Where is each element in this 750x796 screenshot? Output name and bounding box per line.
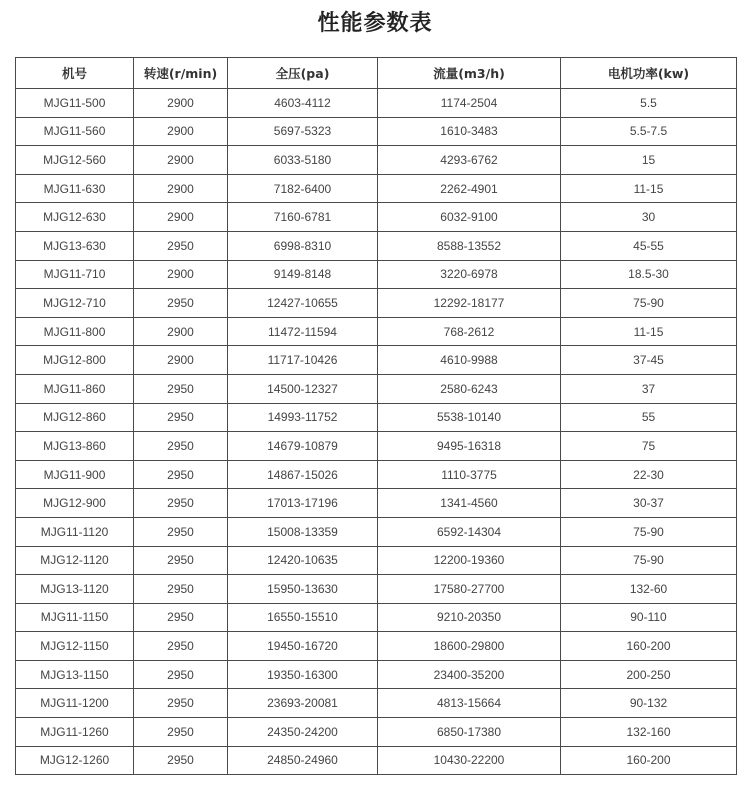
cell-model: MJG13-1120 xyxy=(16,575,134,604)
cell-speed: 2900 xyxy=(134,174,228,203)
cell-model: MJG12-1150 xyxy=(16,632,134,661)
cell-motor-power: 30 xyxy=(561,203,737,232)
cell-total-pressure: 9149-8148 xyxy=(228,260,378,289)
header-motor-power: 电机功率(kw) xyxy=(561,58,737,89)
cell-model: MJG12-900 xyxy=(16,489,134,518)
cell-model: MJG11-500 xyxy=(16,89,134,118)
cell-model: MJG12-1120 xyxy=(16,546,134,575)
cell-model: MJG11-800 xyxy=(16,317,134,346)
cell-motor-power: 5.5-7.5 xyxy=(561,117,737,146)
cell-motor-power: 30-37 xyxy=(561,489,737,518)
performance-parameters-table xyxy=(15,57,737,775)
table-row xyxy=(16,89,737,118)
page-title: 性能参数表 xyxy=(317,11,433,36)
cell-motor-power: 75-90 xyxy=(561,546,737,575)
cell-speed: 2900 xyxy=(134,117,228,146)
cell-flow-rate: 8588-13552 xyxy=(378,231,561,260)
cell-speed: 2900 xyxy=(134,203,228,232)
cell-total-pressure: 24850-24960 xyxy=(228,746,378,775)
cell-total-pressure: 19450-16720 xyxy=(228,632,378,661)
cell-total-pressure: 16550-15510 xyxy=(228,603,378,632)
header-model: 机号 xyxy=(16,58,134,89)
cell-flow-rate: 1341-4560 xyxy=(378,489,561,518)
cell-speed: 2950 xyxy=(134,460,228,489)
cell-model: MJG13-860 xyxy=(16,432,134,461)
table-row xyxy=(16,632,737,661)
table-row xyxy=(16,117,737,146)
cell-speed: 2950 xyxy=(134,575,228,604)
cell-motor-power: 55 xyxy=(561,403,737,432)
cell-total-pressure: 15008-13359 xyxy=(228,517,378,546)
cell-model: MJG11-1200 xyxy=(16,689,134,718)
cell-motor-power: 11-15 xyxy=(561,174,737,203)
cell-flow-rate: 4293-6762 xyxy=(378,146,561,175)
cell-flow-rate: 12200-19360 xyxy=(378,546,561,575)
cell-total-pressure: 6998-8310 xyxy=(228,231,378,260)
table-row xyxy=(16,689,737,718)
table-row xyxy=(16,460,737,489)
table-row xyxy=(16,546,737,575)
cell-motor-power: 75 xyxy=(561,432,737,461)
cell-speed: 2950 xyxy=(134,517,228,546)
table-row xyxy=(16,575,737,604)
cell-speed: 2950 xyxy=(134,632,228,661)
table-row xyxy=(16,603,737,632)
cell-model: MJG11-860 xyxy=(16,374,134,403)
cell-speed: 2900 xyxy=(134,346,228,375)
table-row xyxy=(16,746,737,775)
cell-total-pressure: 11717-10426 xyxy=(228,346,378,375)
cell-flow-rate: 1174-2504 xyxy=(378,89,561,118)
table-row xyxy=(16,517,737,546)
cell-model: MJG13-630 xyxy=(16,231,134,260)
cell-flow-rate: 5538-10140 xyxy=(378,403,561,432)
table-row xyxy=(16,174,737,203)
cell-total-pressure: 14500-12327 xyxy=(228,374,378,403)
cell-model: MJG12-560 xyxy=(16,146,134,175)
cell-flow-rate: 9210-20350 xyxy=(378,603,561,632)
cell-total-pressure: 19350-16300 xyxy=(228,660,378,689)
cell-flow-rate: 3220-6978 xyxy=(378,260,561,289)
cell-motor-power: 45-55 xyxy=(561,231,737,260)
cell-motor-power: 90-132 xyxy=(561,689,737,718)
table-body xyxy=(16,89,737,775)
cell-motor-power: 37-45 xyxy=(561,346,737,375)
cell-total-pressure: 14679-10879 xyxy=(228,432,378,461)
cell-motor-power: 160-200 xyxy=(561,746,737,775)
cell-flow-rate: 1610-3483 xyxy=(378,117,561,146)
cell-motor-power: 18.5-30 xyxy=(561,260,737,289)
cell-motor-power: 160-200 xyxy=(561,632,737,661)
cell-model: MJG11-1150 xyxy=(16,603,134,632)
cell-model: MJG13-1150 xyxy=(16,660,134,689)
cell-motor-power: 132-160 xyxy=(561,718,737,747)
cell-total-pressure: 4603-4112 xyxy=(228,89,378,118)
cell-model: MJG11-1120 xyxy=(16,517,134,546)
cell-motor-power: 75-90 xyxy=(561,517,737,546)
cell-total-pressure: 7182-6400 xyxy=(228,174,378,203)
cell-flow-rate: 12292-18177 xyxy=(378,289,561,318)
table-row xyxy=(16,660,737,689)
cell-speed: 2950 xyxy=(134,746,228,775)
cell-total-pressure: 12427-10655 xyxy=(228,289,378,318)
cell-flow-rate: 18600-29800 xyxy=(378,632,561,661)
cell-flow-rate: 768-2612 xyxy=(378,317,561,346)
cell-motor-power: 75-90 xyxy=(561,289,737,318)
cell-motor-power: 15 xyxy=(561,146,737,175)
cell-total-pressure: 14993-11752 xyxy=(228,403,378,432)
cell-speed: 2950 xyxy=(134,689,228,718)
cell-speed: 2950 xyxy=(134,660,228,689)
cell-total-pressure: 15950-13630 xyxy=(228,575,378,604)
cell-flow-rate: 6592-14304 xyxy=(378,517,561,546)
cell-speed: 2950 xyxy=(134,374,228,403)
cell-motor-power: 22-30 xyxy=(561,460,737,489)
cell-speed: 2950 xyxy=(134,231,228,260)
cell-motor-power: 37 xyxy=(561,374,737,403)
cell-motor-power: 200-250 xyxy=(561,660,737,689)
cell-total-pressure: 11472-11594 xyxy=(228,317,378,346)
table-row xyxy=(16,231,737,260)
cell-flow-rate: 9495-16318 xyxy=(378,432,561,461)
cell-speed: 2900 xyxy=(134,260,228,289)
cell-motor-power: 132-60 xyxy=(561,575,737,604)
cell-flow-rate: 1110-3775 xyxy=(378,460,561,489)
header-total-pressure: 全压(pa) xyxy=(228,58,378,89)
table-row xyxy=(16,203,737,232)
cell-model: MJG11-900 xyxy=(16,460,134,489)
cell-model: MJG12-860 xyxy=(16,403,134,432)
cell-motor-power: 5.5 xyxy=(561,89,737,118)
table-row xyxy=(16,289,737,318)
cell-model: MJG12-1260 xyxy=(16,746,134,775)
cell-speed: 2900 xyxy=(134,317,228,346)
cell-speed: 2950 xyxy=(134,546,228,575)
cell-model: MJG11-630 xyxy=(16,174,134,203)
table-row xyxy=(16,432,737,461)
table-row xyxy=(16,489,737,518)
cell-total-pressure: 24350-24200 xyxy=(228,718,378,747)
cell-total-pressure: 14867-15026 xyxy=(228,460,378,489)
cell-motor-power: 11-15 xyxy=(561,317,737,346)
cell-flow-rate: 2262-4901 xyxy=(378,174,561,203)
cell-model: MJG11-710 xyxy=(16,260,134,289)
table-row xyxy=(16,346,737,375)
cell-speed: 2950 xyxy=(134,718,228,747)
cell-total-pressure: 5697-5323 xyxy=(228,117,378,146)
table-row xyxy=(16,317,737,346)
cell-model: MJG12-630 xyxy=(16,203,134,232)
cell-total-pressure: 12420-10635 xyxy=(228,546,378,575)
cell-speed: 2900 xyxy=(134,89,228,118)
cell-flow-rate: 2580-6243 xyxy=(378,374,561,403)
cell-flow-rate: 6032-9100 xyxy=(378,203,561,232)
cell-total-pressure: 6033-5180 xyxy=(228,146,378,175)
cell-flow-rate: 23400-35200 xyxy=(378,660,561,689)
cell-flow-rate: 6850-17380 xyxy=(378,718,561,747)
cell-flow-rate: 17580-27700 xyxy=(378,575,561,604)
cell-speed: 2950 xyxy=(134,289,228,318)
cell-speed: 2950 xyxy=(134,603,228,632)
table-row xyxy=(16,260,737,289)
cell-speed: 2950 xyxy=(134,432,228,461)
table-row xyxy=(16,146,737,175)
cell-flow-rate: 10430-22200 xyxy=(378,746,561,775)
cell-total-pressure: 7160-6781 xyxy=(228,203,378,232)
header-speed: 转速(r/min) xyxy=(134,58,228,89)
table-header-row xyxy=(16,58,737,89)
cell-total-pressure: 23693-20081 xyxy=(228,689,378,718)
cell-motor-power: 90-110 xyxy=(561,603,737,632)
cell-speed: 2900 xyxy=(134,146,228,175)
cell-flow-rate: 4610-9988 xyxy=(378,346,561,375)
cell-flow-rate: 4813-15664 xyxy=(378,689,561,718)
cell-model: MJG11-1260 xyxy=(16,718,134,747)
cell-speed: 2950 xyxy=(134,403,228,432)
cell-model: MJG12-800 xyxy=(16,346,134,375)
cell-model: MJG12-710 xyxy=(16,289,134,318)
cell-speed: 2950 xyxy=(134,489,228,518)
cell-model: MJG11-560 xyxy=(16,117,134,146)
header-flow-rate: 流量(m3/h) xyxy=(378,58,561,89)
table-row xyxy=(16,403,737,432)
table-row xyxy=(16,374,737,403)
table-row xyxy=(16,718,737,747)
cell-total-pressure: 17013-17196 xyxy=(228,489,378,518)
